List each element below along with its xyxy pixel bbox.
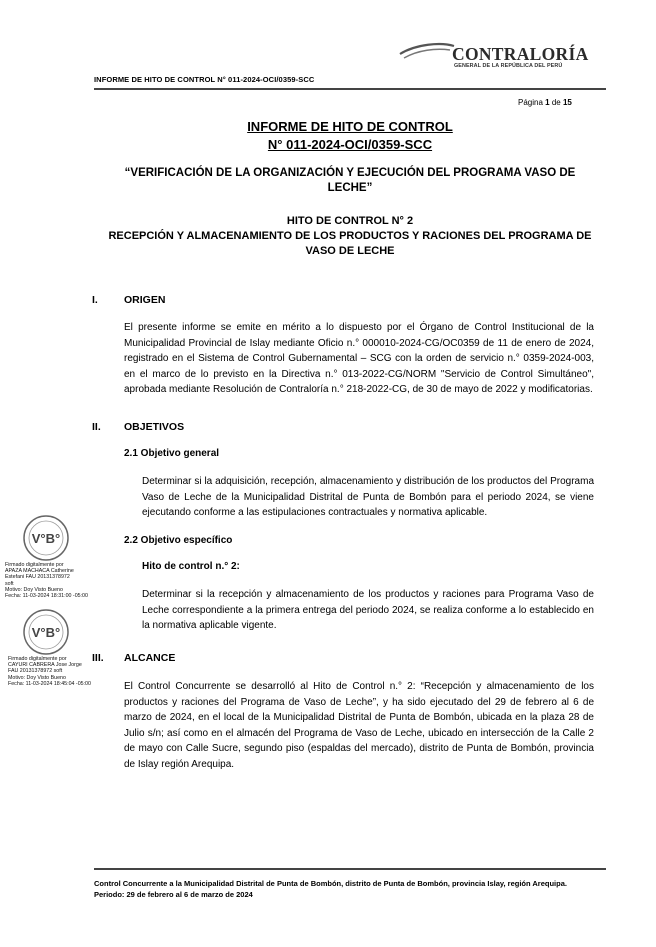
header-doc-code: INFORME DE HITO DE CONTROL N° 011-2024-OCI/0359-SCC <box>94 75 315 84</box>
section-objetivos-title: OBJETIVOS <box>124 421 185 433</box>
section-objetivos-num: II. <box>92 421 101 433</box>
section-alcance-title: ALCANCE <box>124 652 176 664</box>
objetivo-especifico-heading: 2.2 Objetivo específico <box>124 535 233 546</box>
report-title: INFORME DE HITO DE CONTROL N° 011-2024-OCI/0359-SCC <box>247 119 453 152</box>
svg-text:V°B°: V°B° <box>31 531 61 546</box>
footer-line-2: Periodo: 29 de febrero al 6 de marzo de 2024 <box>94 890 253 899</box>
footer-divider <box>94 868 606 870</box>
signature-2-text: Firmado digitalmente por CAYURI CABRERA Jose Jorge FAU 20131378972 soft Motivo: Doy Visto Bueno Fecha: 11-03-2024 18:45:04 -05:00 <box>8 656 91 687</box>
section-origen-title: ORIGEN <box>124 294 166 306</box>
visto-bueno-stamp-icon <box>22 514 70 562</box>
origen-paragraph: El presente informe se emite en mérito a lo dispuesto por el Órgano de Control Institucional de la Municipalidad Provincial de Islay mediante Oficio n.° 000010-2024-CG/OC0359 de 11 de enero de 2024, registrado en el Sistema de Control Gubernamental – SCG con la orden de servicio n.° 0359-2024-003, en el marco de lo previsto en la Directiva n.° 013-2022-CG/NORM "Servicio de Control Simultáneo", aprobada mediante Resolución de Contraloría n.° 218-2022-CG, de 30 de mayo de 2022 y modificatorias. <box>124 322 594 395</box>
objetivo-general-paragraph: Determinar si la adquisición, recepción, almacenamiento y distribución de los productos del Programa Vaso de Leche de la Municipalidad Distrital de Punta de Bombón para el periodo 2024, se viene ejecutando conforme a las estipulaciones contractuales y normativa aplicable. <box>142 476 594 518</box>
svg-text:V°B°: V°B° <box>31 625 61 640</box>
signature-1-text: Firmado digitalmente por APAZA MACHACA Catherine Estefani FAU 20131378972 soft Motivo: Doy Visto Bueno Fecha: 11-03-2024 18:31:00 -05:00 <box>5 562 88 600</box>
objetivo-general-heading: 2.1 Objetivo general <box>124 448 220 459</box>
page-number: Página 1 de 15 <box>518 98 572 107</box>
alcance-paragraph: El Control Concurrente se desarrolló al Hito de Control n.° 2: “Recepción y almacenamiento de los productos y raciones del Programa de Vaso de Leche”, y ha sido ejecutado del 29 de febrero al 6 de marzo de 2024, en el local de la Municipalidad Distrital de Punta de Bombón, ubicada en la plaza 28 de Julio s/n; así como en el almacén del Programa de Vaso de Leche, ubicado en intersección de la Calle 2 de mayo con Calle Sucre, segundo piso (espaldas del mercado), distrito de Punta de Bombón, provincia de Islay región Arequipa. <box>124 681 594 770</box>
report-subject: “VERIFICACIÓN DE LA ORGANIZACIÓN Y EJECUCIÓN DEL PROGRAMA VASO DE LECHE” <box>124 167 576 194</box>
hito-control-label: Hito de control n.° 2: <box>142 561 240 572</box>
footer-line-1: Control Concurrente a la Municipalidad Distrital de Punta de Bombón, distrito de Punta de Bombón, provincia Islay, región Arequipa. <box>94 879 567 888</box>
hito-heading: HITO DE CONTROL N° 2 RECEPCIÓN Y ALMACENAMIENTO DE LOS PRODUCTOS Y RACIONES DEL PROGRAMA DE VASO DE LECHE <box>108 215 592 257</box>
header-divider <box>94 88 606 90</box>
section-origen-num: I. <box>92 294 98 306</box>
objetivo-especifico-paragraph: Determinar si la recepción y almacenamiento de los productos y raciones para Programa Vaso de Leche correspondiente a la primera entrega del periodo 2024, se realiza conforme a lo establecido en la normativa aplicable vigente. <box>142 589 594 631</box>
logo-subtitle: GENERAL DE LA REPÚBLICA DEL PERÚ <box>454 63 563 69</box>
logo-wordmark: CONTRALORÍA <box>452 44 589 64</box>
visto-bueno-stamp-icon <box>22 608 70 656</box>
section-alcance-num: III. <box>92 652 104 664</box>
